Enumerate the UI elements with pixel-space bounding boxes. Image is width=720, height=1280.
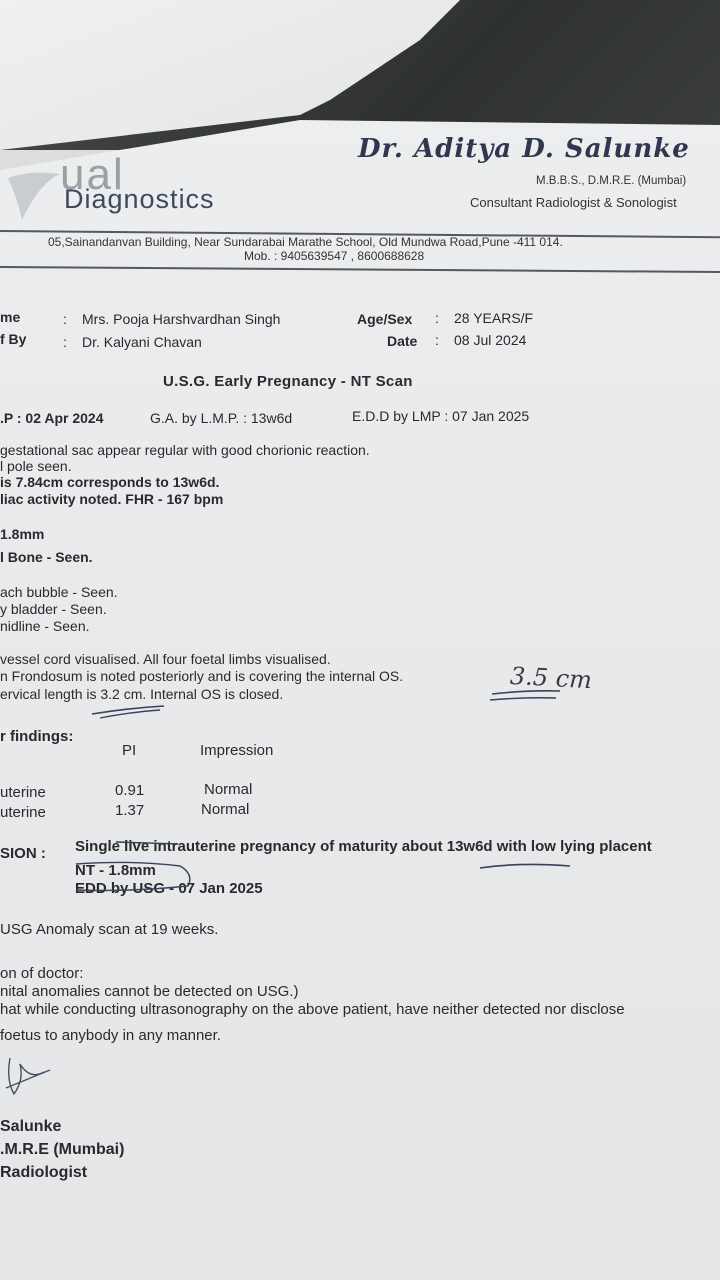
note-line: nital anomalies cannot be detected on USG.) bbox=[0, 983, 299, 1000]
doppler-pi: 0.91 bbox=[115, 782, 145, 799]
ink-annotations bbox=[70, 830, 590, 900]
doppler-col-impression: Impression bbox=[200, 742, 274, 759]
conclusion-label: SION : bbox=[0, 845, 46, 862]
doppler-impression: Normal bbox=[201, 801, 250, 818]
note-line: hat while conducting ultrasonography on the above patient, have neither detected nor disclose bbox=[0, 1001, 625, 1018]
logo-fragment: ual bbox=[60, 150, 125, 199]
handwritten-note: 3.5 cm bbox=[509, 661, 593, 695]
address: 05,Sainandanvan Building, Near Sundarabai Marathe School, Old Mundwa Road,Pune -411 014. bbox=[48, 235, 563, 249]
edd-by-lmp: E.D.D by LMP : 07 Jan 2025 bbox=[352, 408, 530, 424]
conclusion-line: Single live intrauterine pregnancy of maturity about 13w6d with low lying placent bbox=[75, 838, 652, 855]
conclusion-line: NT - 1.8mm bbox=[75, 862, 156, 879]
handwritten-note-underline bbox=[488, 686, 578, 706]
ref-separator: : bbox=[63, 334, 67, 350]
conclusion-line: EDD by USG - 07 Jan 2025 bbox=[75, 880, 263, 897]
finding-line: nidline - Seen. bbox=[0, 618, 90, 634]
doctor-role: Consultant Radiologist & Sonologist bbox=[470, 195, 677, 210]
mobile-numbers: Mob. : 9405639547 , 8600688628 bbox=[244, 249, 425, 263]
referring-doctor: Dr. Kalyani Chavan bbox=[82, 334, 202, 350]
note-heading: on of doctor: bbox=[0, 965, 84, 982]
date-label: Date bbox=[387, 333, 418, 349]
ref-label: f By bbox=[0, 331, 27, 347]
doctor-name: Dr. Aditya D. Salunke bbox=[358, 134, 690, 164]
advice: USG Anomaly scan at 19 weeks. bbox=[0, 921, 219, 938]
finding-line: l Bone - Seen. bbox=[0, 549, 93, 565]
name-label: me bbox=[0, 309, 21, 325]
signature-role: Radiologist bbox=[0, 1164, 88, 1181]
signature-name: Salunke bbox=[0, 1118, 62, 1135]
finding-line: ach bubble - Seen. bbox=[0, 584, 118, 600]
doppler-col-pi: PI bbox=[122, 742, 137, 759]
finding-line: ervical length is 3.2 cm. Internal OS is closed. bbox=[0, 686, 284, 702]
report-title: U.S.G. Early Pregnancy - NT Scan bbox=[163, 373, 413, 390]
age-sex-value: 28 YEARS/F bbox=[454, 310, 534, 326]
name-separator: : bbox=[63, 311, 67, 327]
report-date: 08 Jul 2024 bbox=[454, 332, 527, 348]
doctor-qualifications: M.B.B.S., D.M.R.E. (Mumbai) bbox=[536, 175, 687, 187]
finding-line: vessel cord visualised. All four foetal limbs visualised. bbox=[0, 651, 331, 667]
note-line: foetus to anybody in any manner. bbox=[0, 1027, 221, 1044]
signature-qualifications: .M.R.E (Mumbai) bbox=[0, 1141, 125, 1158]
finding-line: gestational sac appear regular with good chorionic reaction. bbox=[0, 442, 370, 458]
finding-line: l pole seen. bbox=[0, 458, 72, 474]
finding-line: y bladder - Seen. bbox=[0, 601, 107, 617]
finding-line: 1.8mm bbox=[0, 526, 45, 542]
age-label: Age/Sex bbox=[357, 311, 413, 327]
logo-text: Diagnostics bbox=[64, 184, 215, 214]
finding-line: is 7.84cm corresponds to 13w6d. bbox=[0, 474, 220, 490]
finding-line: liac activity noted. FHR - 167 bpm bbox=[0, 491, 224, 507]
doppler-vessel: uterine bbox=[0, 804, 46, 821]
finding-line: n Frondosum is noted posteriorly and is covering the internal OS. bbox=[0, 668, 404, 684]
ink-underline bbox=[90, 702, 180, 722]
doppler-vessel: uterine bbox=[0, 784, 46, 801]
ga-by-lmp: G.A. by L.M.P. : 13w6d bbox=[150, 410, 293, 426]
signature-scribble bbox=[0, 1050, 80, 1110]
date-separator: : bbox=[435, 332, 439, 348]
age-separator: : bbox=[435, 310, 439, 326]
lmp: .P : 02 Apr 2024 bbox=[0, 410, 104, 426]
patient-name: Mrs. Pooja Harshvardhan Singh bbox=[82, 311, 281, 327]
doppler-impression: Normal bbox=[204, 781, 253, 798]
doppler-pi: 1.37 bbox=[115, 802, 145, 819]
doppler-heading: r findings: bbox=[0, 728, 74, 745]
